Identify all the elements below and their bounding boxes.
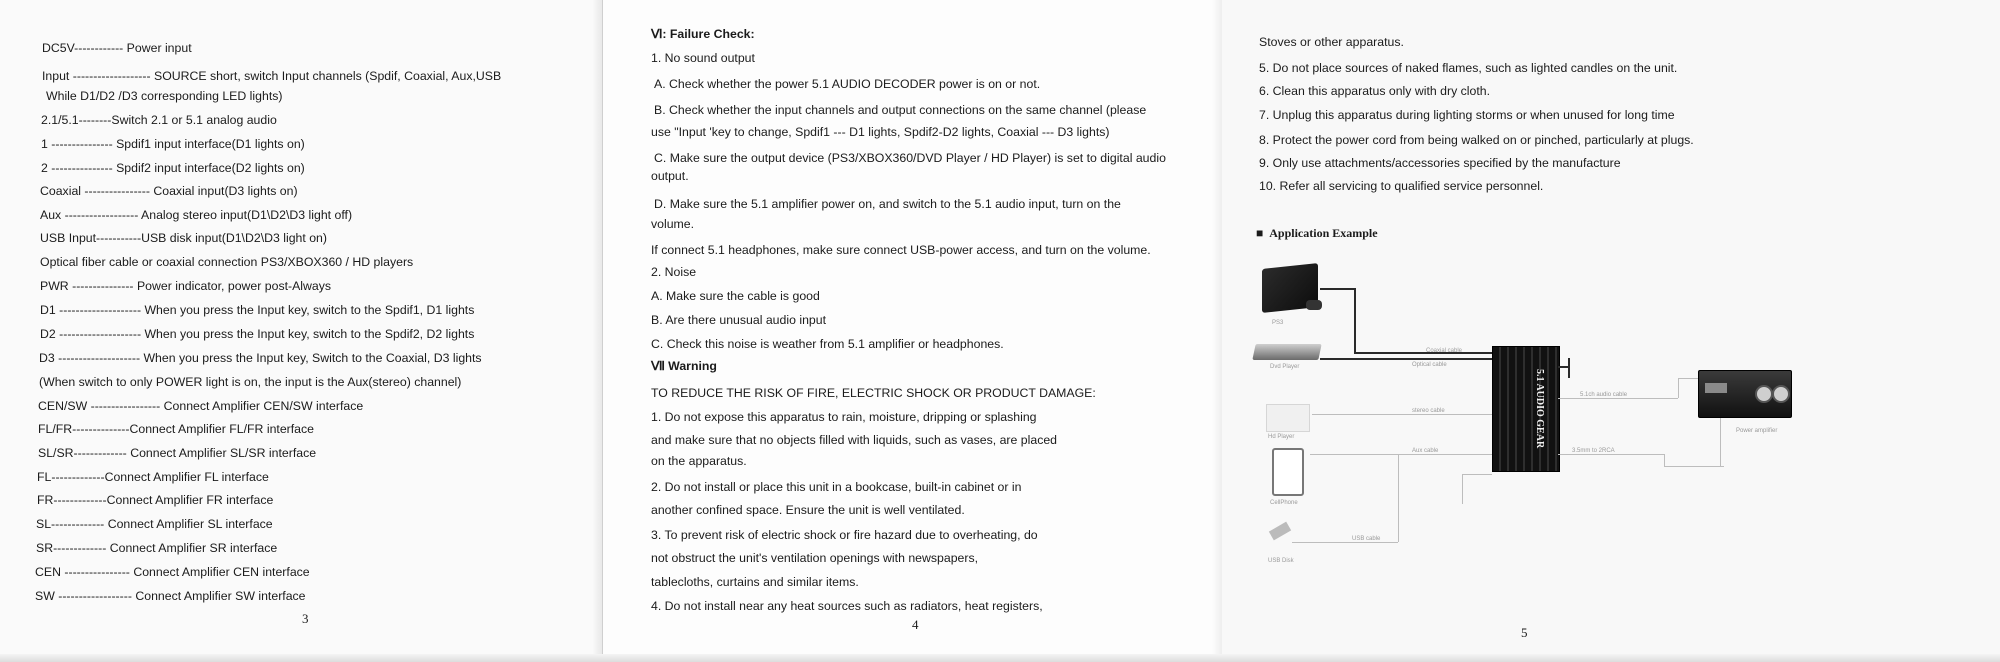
page-fold bbox=[592, 0, 602, 662]
dvd-player-icon bbox=[1252, 344, 1321, 360]
text-line: If connect 5.1 headphones, make sure connect USB-power access, and turn on the volume. bbox=[651, 243, 1151, 257]
text-line: 2. Noise bbox=[651, 265, 697, 279]
text-line: SL------------- Connect Amplifier SL interface bbox=[36, 517, 273, 531]
text-line: 1 --------------- Spdif1 input interface(D1 lights on) bbox=[41, 137, 305, 151]
text-line: (When switch to only POWER light is on, the input is the Aux(stereo) channel) bbox=[39, 375, 462, 389]
tone-knob-icon bbox=[1772, 385, 1790, 403]
text-line: 6. Clean this apparatus only with dry cloth. bbox=[1259, 84, 1491, 98]
manual-page-4 bbox=[602, 0, 1224, 662]
text-line: volume. bbox=[651, 217, 695, 231]
text-line: D2 -------------------- When you press the Input key, switch to the Spdif2, D2 lights bbox=[40, 327, 475, 341]
text-line: 1. No sound output bbox=[651, 51, 755, 65]
text-line: CEN ---------------- Connect Amplifier CEN interface bbox=[35, 565, 310, 579]
text-line: not obstruct the unit's ventilation openings with newspapers, bbox=[651, 551, 979, 565]
section-heading: Ⅶ Warning bbox=[651, 359, 717, 373]
volume-knob-icon bbox=[1755, 385, 1773, 403]
text-line: SL/SR------------- Connect Amplifier SL/SR interface bbox=[38, 446, 317, 460]
cable-line bbox=[1320, 358, 1492, 360]
audio-decoder-device bbox=[1492, 346, 1560, 472]
cable-line bbox=[1568, 358, 1570, 378]
cable-line bbox=[1462, 474, 1463, 504]
page-number: 4 bbox=[912, 617, 919, 632]
cable-line bbox=[1310, 454, 1492, 455]
section-title: Application Example bbox=[1269, 226, 1378, 240]
text-line: A. Make sure the cable is good bbox=[651, 289, 820, 303]
text-line: 10. Refer all servicing to qualified service personnel. bbox=[1259, 179, 1544, 193]
text-line: SR------------- Connect Amplifier SR interface bbox=[36, 541, 278, 555]
text-line: 9. Only use attachments/accessories specified by the manufacture bbox=[1259, 156, 1621, 170]
manual-page-3 bbox=[0, 0, 602, 662]
text-line: 3. To prevent risk of electric shock or fire hazard due to overheating, do bbox=[651, 528, 1038, 542]
text-line: output. bbox=[651, 169, 689, 183]
section-heading: Ⅵ: Failure Check: bbox=[651, 27, 755, 41]
usb-disk-icon bbox=[1269, 522, 1291, 541]
text-line: 2 --------------- Spdif2 input interface(D2 lights on) bbox=[41, 161, 305, 175]
cable-line bbox=[1664, 454, 1665, 466]
text-line: B. Are there unusual audio input bbox=[651, 313, 827, 327]
text-line: tablecloths, curtains and similar items. bbox=[651, 575, 859, 589]
text-line: Stoves or other apparatus. bbox=[1259, 35, 1404, 49]
text-line: 1. Do not expose this apparatus to rain, moisture, dripping or splashing bbox=[651, 410, 1037, 424]
hd-player-icon bbox=[1266, 404, 1310, 432]
text-line: C. Make sure the output device (PS3/XBOX360/DVD Player / HD Player) is set to digital audio bbox=[654, 151, 1166, 165]
cable-line bbox=[1558, 398, 1678, 399]
cable-line bbox=[1720, 418, 1721, 466]
text-line: 7. Unplug this apparatus during lighting storms or when unused for long time bbox=[1259, 108, 1675, 122]
text-line: PWR --------------- Power indicator, power post-Always bbox=[40, 279, 332, 293]
text-line: A. Check whether the power 5.1 AUDIO DECODER power is on or not. bbox=[654, 77, 1041, 91]
amplifier-device bbox=[1698, 370, 1792, 418]
text-line: B. Check whether the input channels and output connections on the same channel (please bbox=[654, 103, 1147, 117]
text-line: DC5V------------ Power input bbox=[42, 41, 192, 55]
bullet-square-icon: ■ bbox=[1256, 226, 1264, 240]
manual-page-5 bbox=[1222, 0, 2000, 662]
text-line: D3 -------------------- When you press the Input key, Switch to the Coaxial, D3 lights bbox=[39, 351, 482, 365]
phone-icon bbox=[1272, 448, 1304, 496]
cable-line bbox=[1558, 454, 1664, 455]
controller-icon bbox=[1306, 300, 1322, 310]
text-line: 8. Protect the power cord from being walked on or pinched, particularly at plugs. bbox=[1259, 133, 1694, 147]
text-line: 4. Do not install near any heat sources such as radiators, heat registers, bbox=[651, 599, 1043, 613]
decoder-label: 5.1 AUDIO GEAR bbox=[1534, 369, 1545, 449]
text-line: D. Make sure the 5.1 amplifier power on, and switch to the 5.1 audio input, turn on the bbox=[654, 197, 1121, 211]
text-line: 2.1/5.1--------Switch 2.1 or 5.1 analog audio bbox=[41, 113, 277, 127]
text-line: use "Input 'key to change, Spdif1 --- D1 lights, Spdif2-D2 lights, Coaxial --- D3 lights) bbox=[651, 125, 1110, 139]
cable-line bbox=[1678, 378, 1700, 379]
application-example-heading bbox=[1256, 226, 1378, 240]
cable-line bbox=[1354, 352, 1492, 354]
text-line: SW ------------------ Connect Amplifier SW interface bbox=[35, 589, 306, 603]
cable-line bbox=[1354, 288, 1356, 352]
text-line: D1 -------------------- When you press the Input key, switch to the Spdif1, D1 lights bbox=[40, 303, 475, 317]
text-line: Optical fiber cable or coaxial connection PS3/XBOX360 / HD players bbox=[40, 255, 414, 269]
text-line: on the apparatus. bbox=[651, 454, 747, 468]
cable-line bbox=[1320, 288, 1356, 290]
page-number: 5 bbox=[1521, 625, 1528, 640]
page-fold bbox=[1212, 0, 1222, 662]
page-number: 3 bbox=[302, 611, 309, 626]
text-line: TO REDUCE THE RISK OF FIRE, ELECTRIC SHOCK OR PRODUCT DAMAGE: bbox=[651, 386, 1096, 400]
amplifier-display bbox=[1705, 383, 1727, 393]
scan-bottom-edge bbox=[0, 654, 2000, 662]
cable-line bbox=[1664, 466, 1724, 467]
text-line: FL/FR--------------Connect Amplifier FL/FR interface bbox=[38, 422, 315, 436]
cable-line bbox=[1678, 378, 1679, 398]
cable-line bbox=[1398, 454, 1399, 542]
text-line: FL-------------Connect Amplifier FL interface bbox=[37, 470, 269, 484]
text-line: Coaxial ---------------- Coaxial input(D3 lights on) bbox=[40, 184, 298, 198]
text-line: another confined space. Ensure the unit is well ventilated. bbox=[651, 503, 965, 517]
text-line: 2. Do not install or place this unit in a bookcase, built-in cabinet or in bbox=[651, 480, 1022, 494]
text-line: USB Input-----------USB disk input(D1\D2\D3 light on) bbox=[40, 231, 327, 245]
text-line: Aux ------------------ Analog stereo input(D1\D2\D3 light off) bbox=[40, 208, 353, 222]
text-line: FR-------------Connect Amplifier FR interface bbox=[37, 493, 274, 507]
text-line: CEN/SW ----------------- Connect Amplifier CEN/SW interface bbox=[38, 399, 364, 413]
cable-line bbox=[1312, 414, 1492, 415]
cable-line bbox=[1462, 474, 1492, 475]
application-diagram: PS3 Dvd Player Hd Player CellPhone USB Disk Coaxial cable Optical cable stereo cable Aux cable USB cable 5.1 AUDIO GEAR 5.1ch audio cable 3.5mm to 2RCA Power amplifier bbox=[1262, 258, 1982, 588]
text-line: Input ------------------- SOURCE short, switch Input channels (Spdif, Coaxial, Aux,USB bbox=[42, 69, 502, 83]
text-line: C. Check this noise is weather from 5.1 amplifier or headphones. bbox=[651, 337, 1004, 351]
cable-line bbox=[1292, 542, 1398, 543]
text-line: and make sure that no objects filled with liquids, such as vases, are placed bbox=[651, 433, 1058, 447]
text-line: While D1/D2 /D3 corresponding LED lights) bbox=[46, 89, 283, 103]
text-line: 5. Do not place sources of naked flames, such as lighted candles on the unit. bbox=[1259, 61, 1678, 75]
